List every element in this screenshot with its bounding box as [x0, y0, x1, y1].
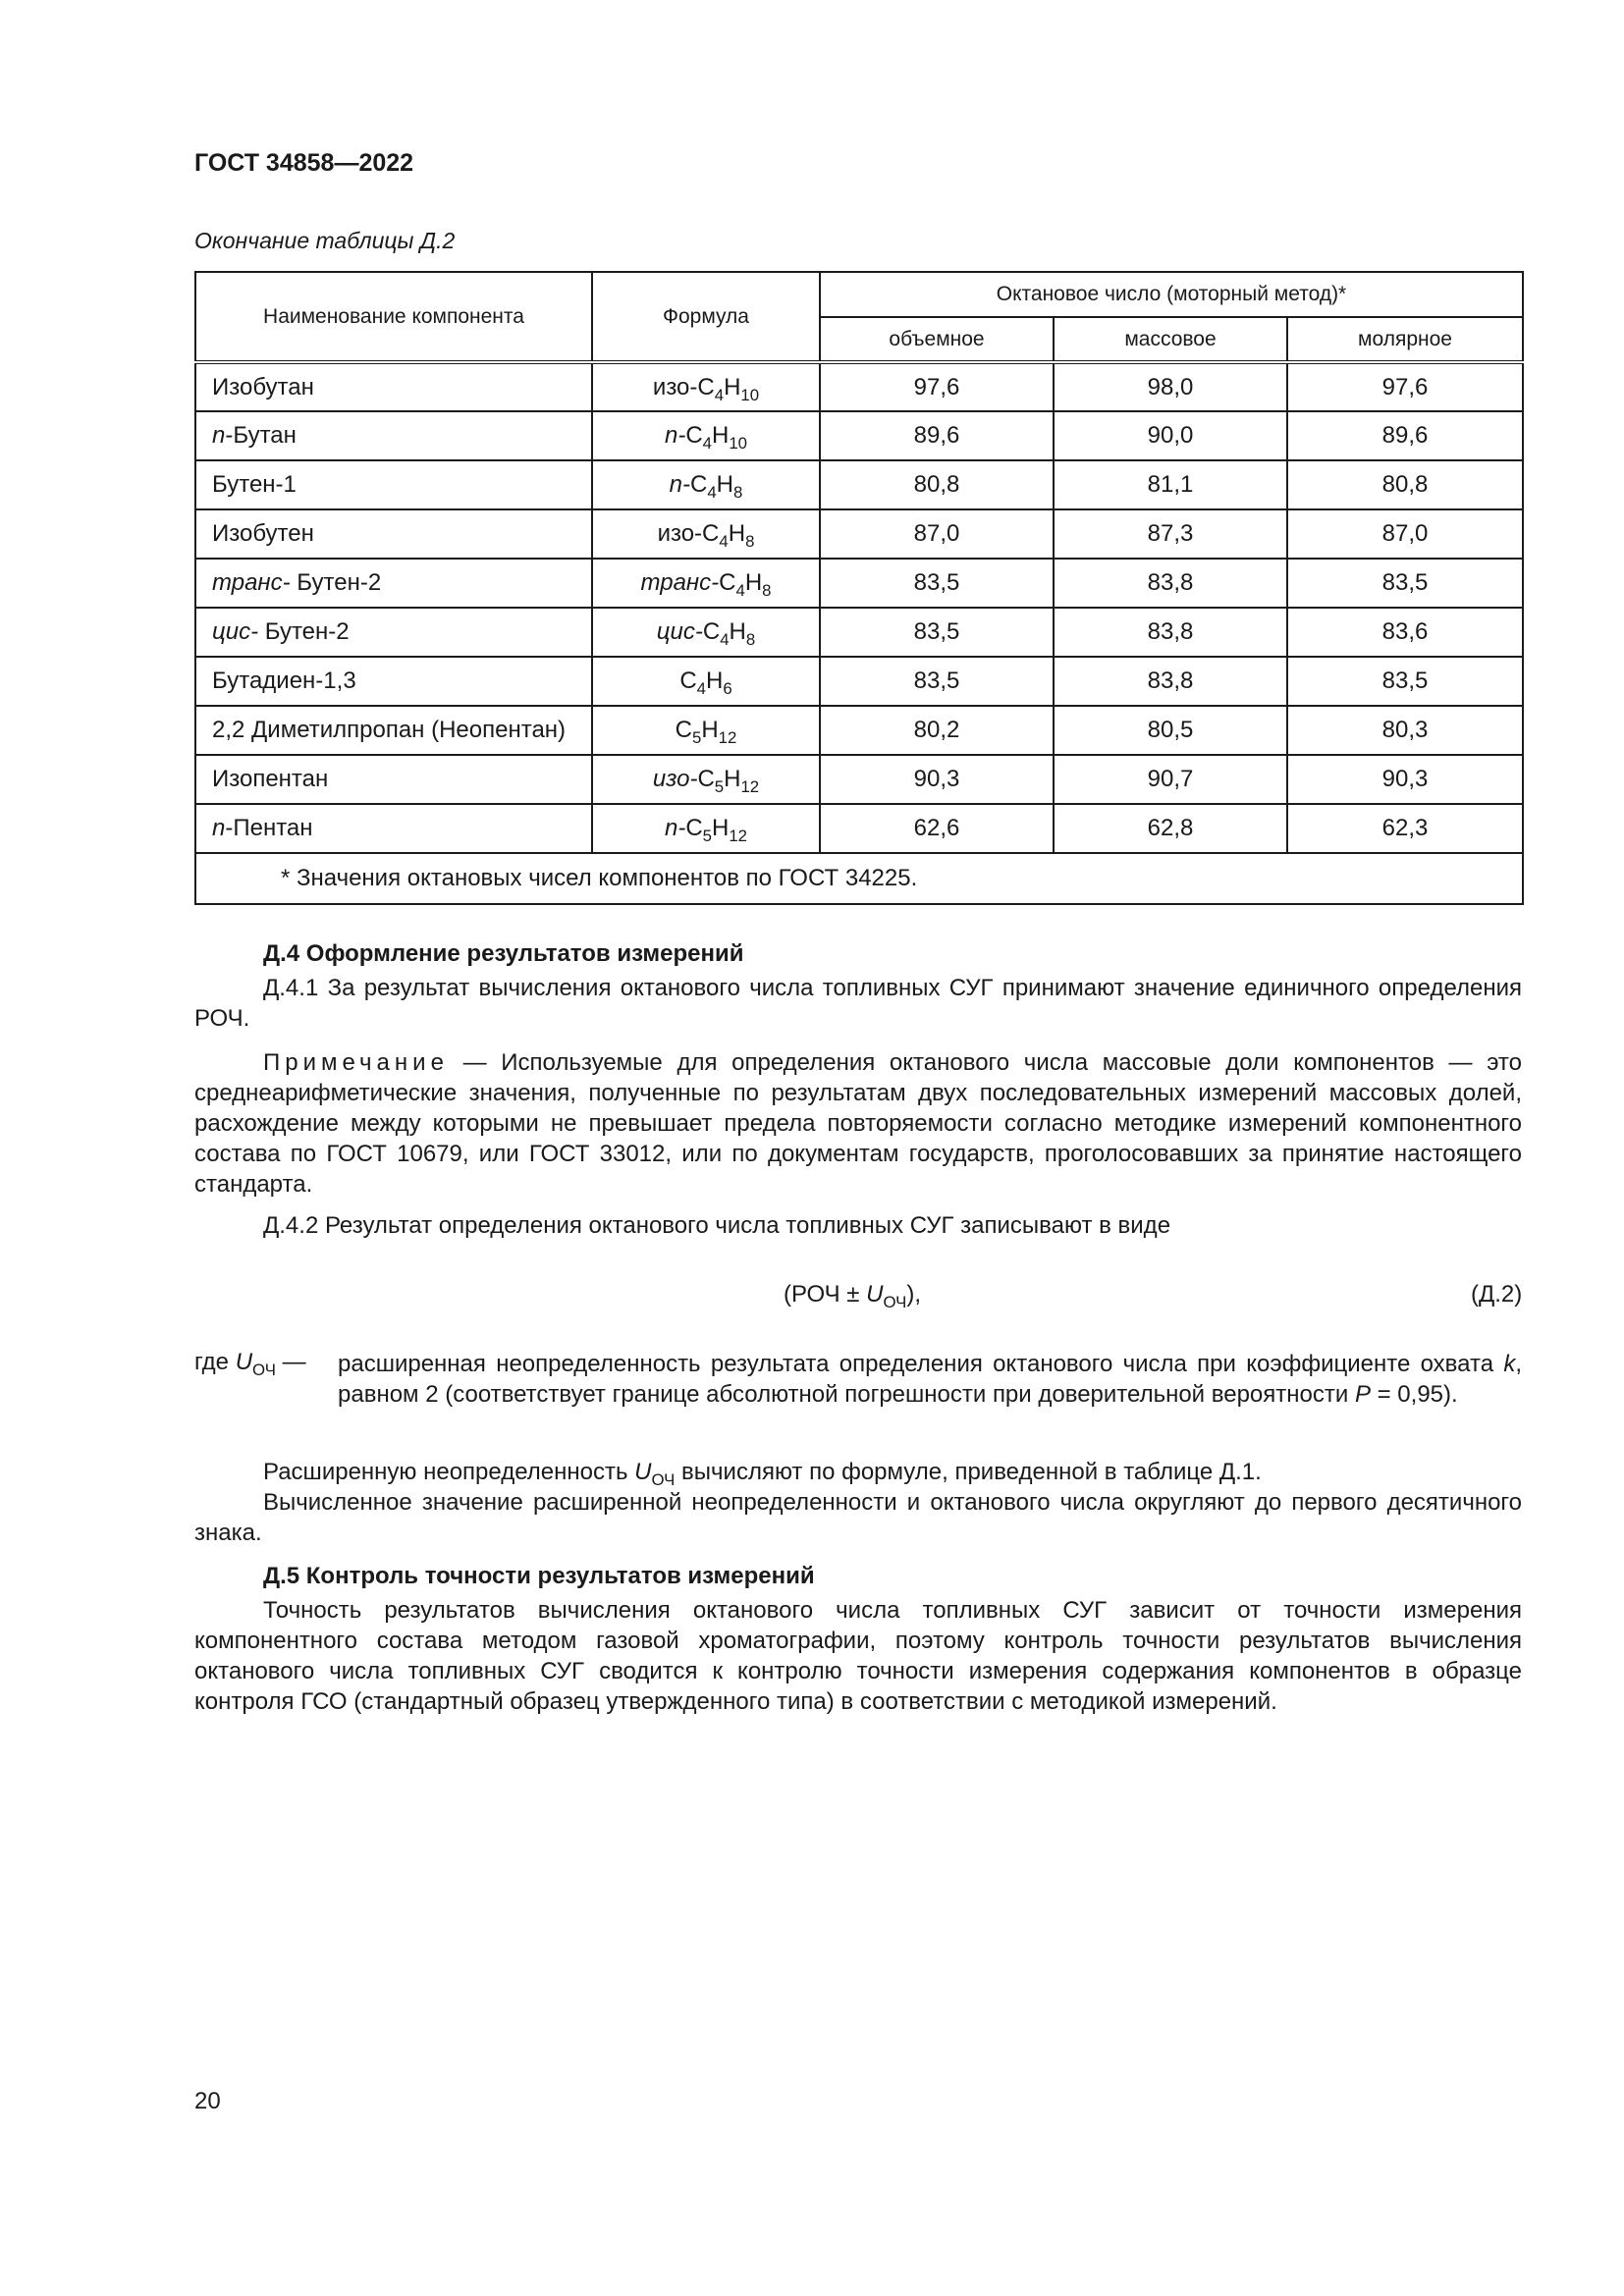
cell-mass-value: 90,7	[1054, 755, 1287, 804]
cell-formula: изо-$C_5H_{12}$	[592, 755, 820, 804]
cell-volume-value: 83,5	[820, 657, 1054, 706]
cell-volume-value: 90,3	[820, 755, 1054, 804]
col-header-mass: массовое	[1054, 317, 1287, 362]
cell-volume-value: 62,6	[820, 804, 1054, 853]
cell-formula: изо-$C_4H_{10}$	[592, 362, 820, 411]
table-row	[195, 657, 1523, 706]
cell-formula: $C_5H_{12}$	[592, 706, 820, 755]
cell-mass-value: 87,3	[1054, 509, 1287, 559]
table-row	[195, 706, 1523, 755]
cell-mass-value: 62,8	[1054, 804, 1287, 853]
cell-formula: транс-$C_4H_8$	[592, 559, 820, 608]
cell-component-name: Бутадиен-1,3	[195, 657, 592, 706]
cell-molar-value: 97,6	[1287, 362, 1523, 411]
cell-volume-value: 89,6	[820, 411, 1054, 460]
cell-volume-value: 80,2	[820, 706, 1054, 755]
cell-formula: изо-$C_4H_8$	[592, 509, 820, 559]
table-footnote: * Значения октановых чисел компонентов по ГОСТ 34225.	[195, 853, 1523, 904]
table-row	[195, 509, 1523, 559]
cell-formula: $C_4H_6$	[592, 657, 820, 706]
formula-d2: $(РОЧ \pm U_{ОЧ})$,	[784, 1281, 922, 1311]
where-definition: расширенная неопределенность результата определения октанового числа при коэффициенте охвата k, равном 2 (соответствует границе абсолютной погрешности при доверительной вероятности P = 0,95).	[338, 1351, 1522, 1408]
cell-volume-value: 83,5	[820, 559, 1054, 608]
cell-formula: цис-$C_4H_8$	[592, 608, 820, 657]
cell-component-name: Бутен-1	[195, 460, 592, 509]
cell-molar-value: 83,5	[1287, 559, 1523, 608]
cell-component-name: цис- Бутен-2	[195, 608, 592, 657]
cell-mass-value: 80,5	[1054, 706, 1287, 755]
cell-mass-value: 98,0	[1054, 362, 1287, 411]
cell-formula: $n-C_5H_{12}$	[592, 804, 820, 853]
cell-component-name: Изобутан	[195, 362, 592, 411]
paragraph-d41: Д.4.1 За результат вычисления октанового числа топливных СУГ принимают значение единичного определения РОЧ.	[194, 975, 1522, 1032]
formula-number: (Д.2)	[1471, 1281, 1523, 1308]
cell-molar-value: 80,8	[1287, 460, 1523, 509]
cell-component-name: 2,2 Диметилпропан (Неопентан)	[195, 706, 592, 755]
col-header-formula: Формула	[592, 272, 820, 362]
cell-volume-value: 83,5	[820, 608, 1054, 657]
paragraph-rounding: Вычисленное значение расширенной неопределенности и октанового числа округляют до первого десятичного знака.	[194, 1489, 1522, 1546]
cell-volume-value: 87,0	[820, 509, 1054, 559]
note-paragraph	[194, 1047, 1522, 1200]
cell-component-name: n-Бутан	[195, 411, 592, 460]
where-label: где $U_{ОЧ}$ —	[194, 1349, 306, 1379]
cell-molar-value: 89,6	[1287, 411, 1523, 460]
cell-molar-value: 83,5	[1287, 657, 1523, 706]
table-row	[195, 755, 1523, 804]
cell-mass-value: 83,8	[1054, 608, 1287, 657]
table-caption: Окончание таблицы Д.2	[194, 228, 456, 253]
table-row	[195, 804, 1523, 853]
cell-formula: $n-C_4H_8$	[592, 460, 820, 509]
table-row	[195, 460, 1523, 509]
cell-molar-value: 87,0	[1287, 509, 1523, 559]
col-header-molar: молярное	[1287, 317, 1523, 362]
section-d4-heading: Д.4 Оформление результатов измерений	[263, 940, 744, 967]
table-row	[195, 411, 1523, 460]
section-d5-heading: Д.5 Контроль точности результатов измерений	[263, 1563, 815, 1589]
paragraph-d5: Точность результатов вычисления октанового числа топливных СУГ зависит от точности измерения компонентного состава методом газовой хроматографии, поэтому контроль точности результатов вычисления октанового числа топливных СУГ сводится к контролю точности измерения содержания компонентов в образце контроля ГСО (стандартный образец утвержденного типа) в соответствии с методикой измерений.	[194, 1597, 1522, 1715]
note-text: — Используемые для определения октанового числа массовые доли компонентов — это среднеарифметические значения, полученные по результатам двух последовательных измерений массовых долей, расхождение между которыми не превышает предела повторяемости согласно методике измерений компонентного состава по ГОСТ 10679, или ГОСТ 33012, или по документам государств, проголосовавших за принятие настоящего стандарта.	[194, 1049, 1522, 1198]
cell-component-name: Изобутен	[195, 509, 592, 559]
cell-mass-value: 81,1	[1054, 460, 1287, 509]
paragraph-uoc: Расширенную неопределенность $U_{ОЧ}$ вычисляют по формуле, приведенной в таблице Д.1.	[263, 1459, 1262, 1489]
cell-volume-value: 97,6	[820, 362, 1054, 411]
cell-molar-value: 80,3	[1287, 706, 1523, 755]
cell-volume-value: 80,8	[820, 460, 1054, 509]
cell-molar-value: 90,3	[1287, 755, 1523, 804]
col-header-group: Октановое число (моторный метод)*	[820, 272, 1523, 317]
note-label: Примечание	[263, 1049, 449, 1076]
cell-component-name: Изопентан	[195, 755, 592, 804]
col-header-name: Наименование компонента	[195, 272, 592, 362]
table-row	[195, 608, 1523, 657]
table-body	[195, 362, 1523, 853]
page-number: 20	[194, 2088, 221, 2114]
cell-mass-value: 90,0	[1054, 411, 1287, 460]
cell-molar-value: 83,6	[1287, 608, 1523, 657]
octane-table	[194, 271, 1524, 905]
cell-formula: $n-C_4H_{10}$	[592, 411, 820, 460]
cell-component-name: n-Пентан	[195, 804, 592, 853]
table-row	[195, 362, 1523, 411]
table-row	[195, 559, 1523, 608]
cell-mass-value: 83,8	[1054, 559, 1287, 608]
document-header: ГОСТ 34858—2022	[194, 149, 414, 177]
cell-molar-value: 62,3	[1287, 804, 1523, 853]
cell-mass-value: 83,8	[1054, 657, 1287, 706]
cell-component-name: транс- Бутен-2	[195, 559, 592, 608]
paragraph-d42: Д.4.2 Результат определения октанового числа топливных СУГ записывают в виде	[263, 1212, 1171, 1239]
col-header-volume: объемное	[820, 317, 1054, 362]
